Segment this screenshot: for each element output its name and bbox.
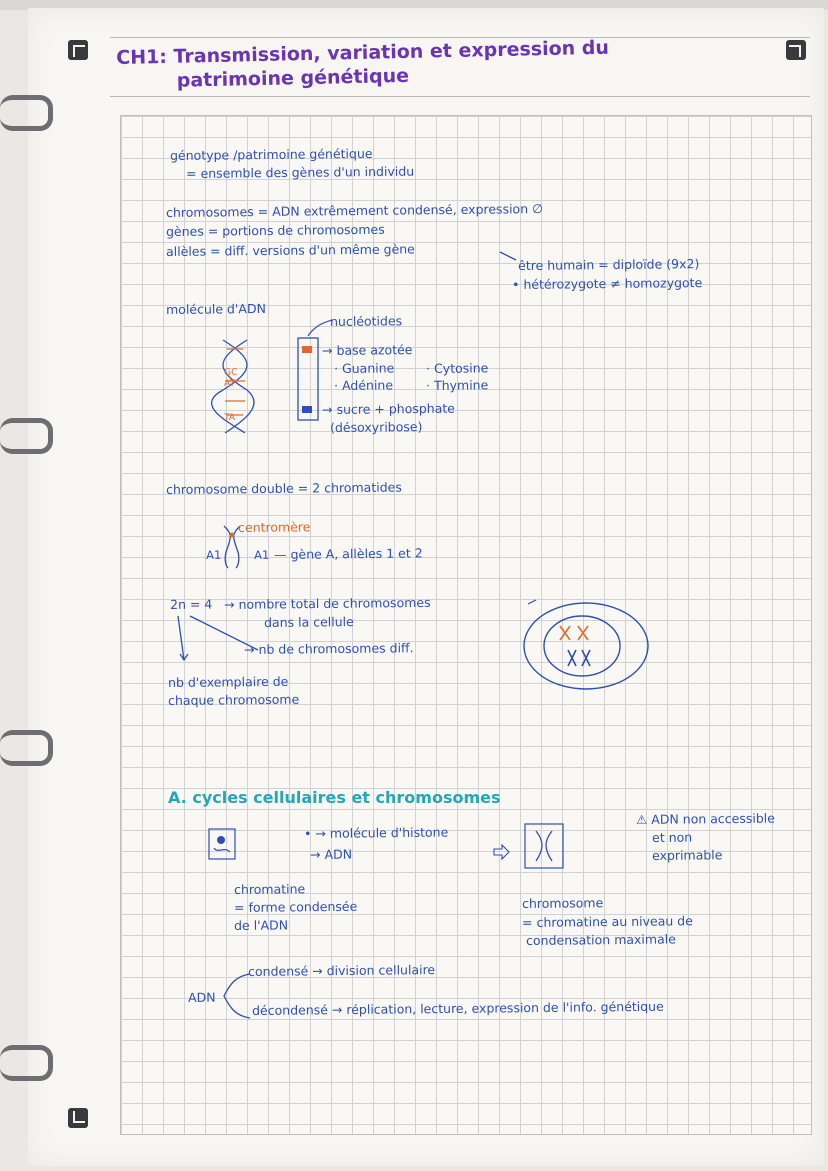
- corner-mark-bottom-left-icon: [68, 1108, 88, 1128]
- section-a-title: A. cycles cellulaires et chromosomes: [168, 788, 501, 807]
- title-line-2: patrimoine génétique: [176, 64, 410, 92]
- label-a1-right: A1: [254, 547, 270, 562]
- binder-ring-2: [0, 418, 53, 454]
- note-base-azotee: → base azotée: [322, 342, 413, 358]
- note-nb-exemplaire-1: nb d'exemplaire de: [168, 673, 289, 690]
- note-chromosome-def-1: = chromatine au niveau de: [522, 913, 693, 930]
- note-alleles: allèles = diff. versions d'un même gène: [166, 241, 415, 259]
- note-chromosome-double: chromosome double = 2 chromatides: [166, 479, 402, 497]
- note-histone: • → molécule d'histone: [304, 824, 449, 841]
- note-genes: gènes = portions de chromosomes: [166, 221, 385, 239]
- note-chromosome: chromosome: [522, 895, 604, 911]
- note-adn-arrow: → ADN: [310, 846, 353, 862]
- note-2n: 2n = 4: [170, 596, 213, 612]
- note-chromatine-def-1: = forme condensée: [234, 898, 358, 915]
- note-adenine: · Adénine: [334, 377, 394, 393]
- binder-ring-4: [0, 1045, 53, 1081]
- note-nucleotides: nucléotides: [330, 313, 403, 329]
- title-line-1: CH1: Transmission, variation et expression du: [116, 36, 610, 69]
- note-desoxyribose: (désoxyribose): [330, 419, 423, 435]
- label-a1-left: A1: [206, 547, 222, 562]
- note-cytosine: · Cytosine: [426, 360, 489, 376]
- helix-label-gc: GC: [224, 367, 238, 378]
- corner-mark-top-left-icon: [68, 40, 88, 60]
- binder-ring-3: [0, 730, 53, 766]
- note-decondense: décondensé → réplication, lecture, expression de l'info. génétique: [252, 998, 664, 1018]
- note-thymine: · Thymine: [426, 377, 489, 393]
- note-warning-2: et non: [652, 829, 693, 845]
- binder-ring-1: [0, 95, 53, 131]
- note-genotype: génotype /patrimoine génétique: [170, 145, 373, 163]
- arrow-right-icon: [492, 844, 512, 860]
- note-guanine: · Guanine: [334, 360, 395, 376]
- helix-label-at: AT: [224, 378, 236, 389]
- note-nb-exemplaire-2: chaque chromosome: [168, 691, 300, 708]
- note-adn-label: ADN: [188, 989, 216, 1005]
- note-genotype-def: = ensemble des gènes d'un individu: [186, 163, 415, 181]
- note-centromere: centromère: [238, 519, 311, 535]
- note-dans-cellule: dans la cellule: [264, 614, 354, 630]
- helix-label-ta: TA: [224, 412, 236, 423]
- note-gene-a: — gène A, allèles 1 et 2: [274, 545, 423, 562]
- note-molecule-adn: molécule d'ADN: [166, 300, 266, 317]
- cell-drawing: [520, 596, 660, 696]
- note-nb-diff: → nb de chromosomes diff.: [244, 640, 414, 657]
- note-diploide: être humain = diploïde (9x2): [518, 256, 700, 273]
- note-chromatine-def-2: de l'ADN: [234, 917, 289, 933]
- note-chromosomes: chromosomes = ADN extrêmement condensé, expression ∅: [166, 201, 544, 220]
- note-sucre: → sucre + phosphate: [322, 400, 456, 417]
- dna-helix-drawing: [215, 335, 265, 435]
- note-condense: condensé → division cellulaire: [248, 962, 436, 979]
- note-chromatine: chromatine: [234, 881, 306, 897]
- chromosome-box-drawing: [524, 823, 568, 873]
- chromatin-box-drawing: [208, 828, 238, 862]
- arrow-alleles: [500, 250, 520, 264]
- note-warning-1: ⚠ ADN non accessible: [636, 810, 775, 827]
- note-heterozygote: • hétérozygote ≠ homozygote: [512, 275, 703, 292]
- note-chromosome-def-2: condensation maximale: [526, 931, 676, 948]
- note-warning-3: exprimable: [652, 847, 723, 863]
- note-nombre-total: → nombre total de chromosomes: [224, 594, 431, 612]
